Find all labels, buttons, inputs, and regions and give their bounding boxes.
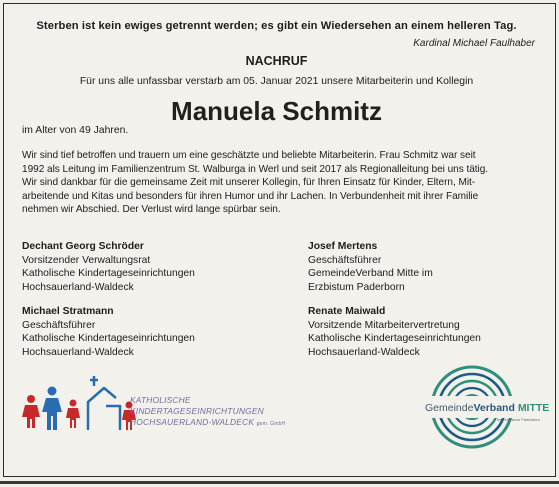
quote-attribution: Kardinal Michael Faulhaber [413, 38, 535, 49]
logo-line-3 [130, 417, 285, 430]
body-line: Wir sind dankbar für die gemeinsame Zeit mit unserer Kollegin, für Ihren Einsatz für Kinder, Eltern, Mit- [22, 177, 476, 188]
wordmark-part-3: MITTE [517, 402, 550, 414]
signatory-region: Hochsauerland-Waldeck [22, 346, 134, 358]
signatory-org: GemeindeVerband Mitte im [308, 268, 433, 279]
notice-heading: NACHRUF [245, 54, 308, 68]
child-figure-icon [22, 395, 40, 428]
signatory-block [22, 240, 195, 294]
body-line: nehmen wir Abschied. Der Verlust wird lange spürbar sein. [22, 204, 281, 215]
signatory-name: Michael Stratmann [22, 306, 114, 317]
signatory-role: Vorsitzende Mitarbeitervertretung [308, 319, 460, 331]
signatory-org: Katholische Kindertageseinrichtungen [308, 333, 481, 344]
intro-line: Für uns alle unfassbar verstarb am 05. Januar 2021 unsere Mitarbeiterin und Kollegin [79, 76, 474, 87]
bottom-rule [0, 481, 559, 484]
body-line: Wir sind tief betroffen und trauern um eine geschätzte und beliebte Mitarbeiterin. Frau Schmitz war seit [22, 150, 476, 161]
signatory-role: Geschäftsführer [308, 254, 382, 266]
body-line: 1992 als Leitung im Familienzentrum St. Walburga in Werl und seit 2017 als Regionalleitung bei uns tätig. [22, 163, 489, 175]
signatory-block [22, 305, 195, 359]
adult-figure-icon [42, 387, 62, 431]
signatory-region: Erzbistum Paderborn [308, 281, 405, 293]
signatory-region: Hochsauerland-Waldeck [308, 346, 420, 358]
signatory-org: Katholische Kindertageseinrichtungen [22, 333, 195, 344]
logo-line-2: KINDERTAGESEINRICHTUNGEN [130, 406, 264, 416]
signatory-role: Vorsitzender Verwaltungsrat [22, 254, 151, 266]
motto-quote: Sterben ist kein ewiges getrennt werden; es gibt ein Wiedersehen an einem helleren Tag. [36, 20, 517, 32]
church-outline-icon [88, 376, 120, 430]
signatory-role: Geschäftsführer [22, 319, 96, 331]
logo-suffix: gem. GmbH [256, 421, 286, 427]
signatory-org: Katholische Kindertageseinrichtungen [22, 268, 195, 279]
wordmark-part-1: Gemeinde [425, 402, 474, 414]
signatory-name: Josef Mertens [308, 241, 378, 252]
logo-line-1: KATHOLISCHE [130, 395, 191, 405]
signatory-block [308, 240, 433, 294]
kita-logo-text [130, 395, 285, 430]
signatory-name: Dechant Georg Schröder [22, 241, 144, 252]
signatory-block [308, 305, 481, 359]
wordmark-part-2: Verband [473, 402, 515, 414]
body-paragraph [22, 149, 537, 217]
body-line: arbeitende und Kitas und besonders für ihren Humor und ihr Lachen. In Verbundenheit mit ihrer Familie [22, 190, 479, 202]
gemeindeverband-wordmark [425, 402, 549, 414]
small-child-figure-icon [66, 400, 80, 429]
logo-line-3-main: HOCHSAUERLAND-WALDECK [130, 417, 255, 427]
signatory-region: Hochsauerland-Waldeck [22, 281, 134, 293]
deceased-name: Manuela Schmitz [171, 96, 382, 126]
age-line: im Alter von 49 Jahren. [22, 125, 129, 136]
gemeindeverband-subline: im Erzbistum Paderborn [497, 417, 540, 422]
signatory-name: Renate Maiwald [308, 306, 386, 317]
